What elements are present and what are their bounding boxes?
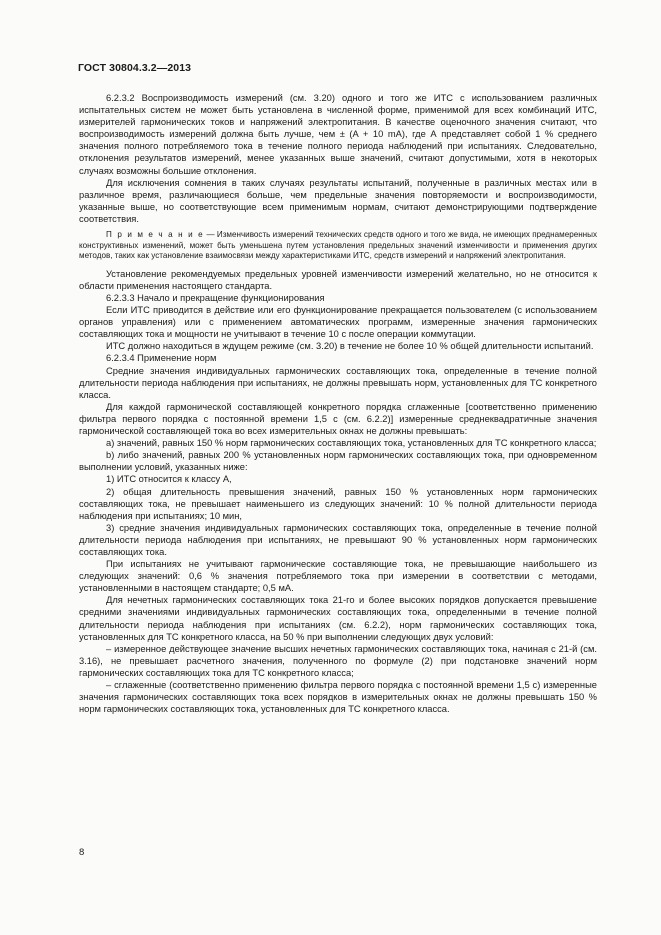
dash-item-smoothed: – сглаженные (соответственно применению фильтра первого порядка с постоянной времени 1,5 с) измеренные значения гармонических составляющих тока всех порядков в измерительных окнах не должны превышать 150 % норм гармонических составляющих тока, установленных для ТС конкретного класса. <box>79 680 597 715</box>
list-item-b-3: 3) средние значения индивидуальных гармонических составляющих тока, определенные в течение полной длительности периода наблюдения при испытаниях, не превышают 90 % установленных норм гармонических составляющих тока. <box>79 522 597 557</box>
paragraph-reproducibility: 6.2.3.2 Воспроизводимость измерений (см. 3.20) одного и того же ИТС с использованием различных испытательных систем не может быть установлена в численной форме, применимой для всех комбинаций ИТС, измерителей гармонических токов и напряжений электропитания. В качестве оценочного значения считают, что воспроизводимость измерений должна быть лучше, чем ± (A + 10 mA), где А представляет собой 1 % среднего значения полного потребляемого тока в течение полного периода наблюдений при испытаниях. Следовательно, отклонения результатов измерений, менее указанных выше значений, считают допустимыми, хотя в некоторых случаях возможны большие отклонения. <box>79 93 597 176</box>
document-header: ГОСТ 30804.3.2—2013 <box>78 62 192 74</box>
paragraph-doubt-elimination: Для исключения сомнения в таких случаях результаты испытаний, полученные в различных местах или в различное время, различающиеся больше, чем предельные значения повторяемости и воспроизводимости, указанные выше, но соответствующие всем применимым нормам, считают демонстрирующими подтверждение соответствия. <box>79 177 597 224</box>
note-block <box>79 230 597 262</box>
list-item-b-1: 1) ИТС относится к классу А, <box>106 474 232 485</box>
paragraph-odd-harmonics: Для нечетных гармонических составляющих тока 21-го и более высоких порядков допускается превышение средними значениями индивидуальных гармонических составляющих тока, определенными в течение полной длительности периода наблюдения при испытаниях (см. 6.2.2), норм гармонических составляющих тока, установленных для ТС конкретного класса, на 50 % при выполнении следующих двух условий: <box>79 595 597 642</box>
paragraph-variability-limits: Установление рекомендуемых предельных уровней изменчивости измерений желательно, но не относится к области применения настоящего стандарта. <box>79 268 597 291</box>
paragraph-ignored-harmonics: При испытаниях не учитывают гармонические составляющие тока, не превышающие наибольшего из следующих значений: 0,6 % значения потребляемого тока при измерении в соответствии с методами, установленными в настоящем стандарте; 0,5 мА. <box>79 559 597 594</box>
paragraph-average-values: Средние значения индивидуальных гармонических составляющих тока, определенные в течение полной длительности периода наблюдения при испытаниях, не должны превышать норм, установленных для ТС конкретного класса. <box>79 365 597 400</box>
dash-item-rms: – измеренное действующее значение высших нечетных гармонических составляющих тока, начиная с 21-й (см. 3.16), не превышает расчетного значения, полученного по формуле (2) при подстановке значений норм гармонических составляющих тока для ТС конкретного класса; <box>79 643 597 678</box>
section-heading-start-stop: 6.2.3.3 Начало и прекращение функционирования <box>106 293 325 303</box>
paragraph-smoothed-values: Для каждой гармонической составляющей конкретного порядка сглаженные [соответственно применению фильтра первого порядка с постоянной времени 1,5 с (см. 6.2.2)] измеренные среднеквадратичные значения гармонической составляющей тока во всех измерительных окнах не должны превышать: <box>79 401 597 437</box>
note-label: П р и м е ч а н и е <box>106 230 205 240</box>
document-body <box>79 92 597 715</box>
section-heading-limits: 6.2.3.4 Применение норм <box>106 353 217 364</box>
paragraph-standby: ИТС должно находиться в ждущем режиме (см. 3.20) в течение не более 10 % общей длительности испытаний. <box>106 341 594 352</box>
paragraph-switching: Если ИТС приводится в действие или его функционирование прекращается пользователем (с использованием органов управления) или с применением автоматических программ, измеренные значения гармонических составляющих тока и мощности не учитывают в течение 10 с после операции коммутации. <box>79 305 597 340</box>
list-item-a: a) значений, равных 150 % норм гармонических составляющих тока, установленных для ТС конкретного класса; <box>106 438 597 449</box>
page-number: 8 <box>79 847 85 858</box>
list-item-b: b) либо значений, равных 200 % установленных норм гармонических составляющих тока, при одновременном выполнении условий, указанных ниже: <box>79 450 597 473</box>
note-text: — Изменчивость измерений технических средств одного и того же вида, не имеющих преднамеренных конструктивных изменений, может быть уменьшена путем установления предельных значений изменчивости и применения других методов, таких как установление взаимосвязи между характеристиками ИТС, средств измерений и напряжений электропитания. <box>79 230 597 261</box>
list-item-b-2: 2) общая длительность превышения значений, равных 150 % установленных норм гармонических составляющих тока, не превышает наименьшего из следующих значений: 10 % полной длительности периода наблюдения при испытаниях; 10 мин, <box>79 486 597 521</box>
